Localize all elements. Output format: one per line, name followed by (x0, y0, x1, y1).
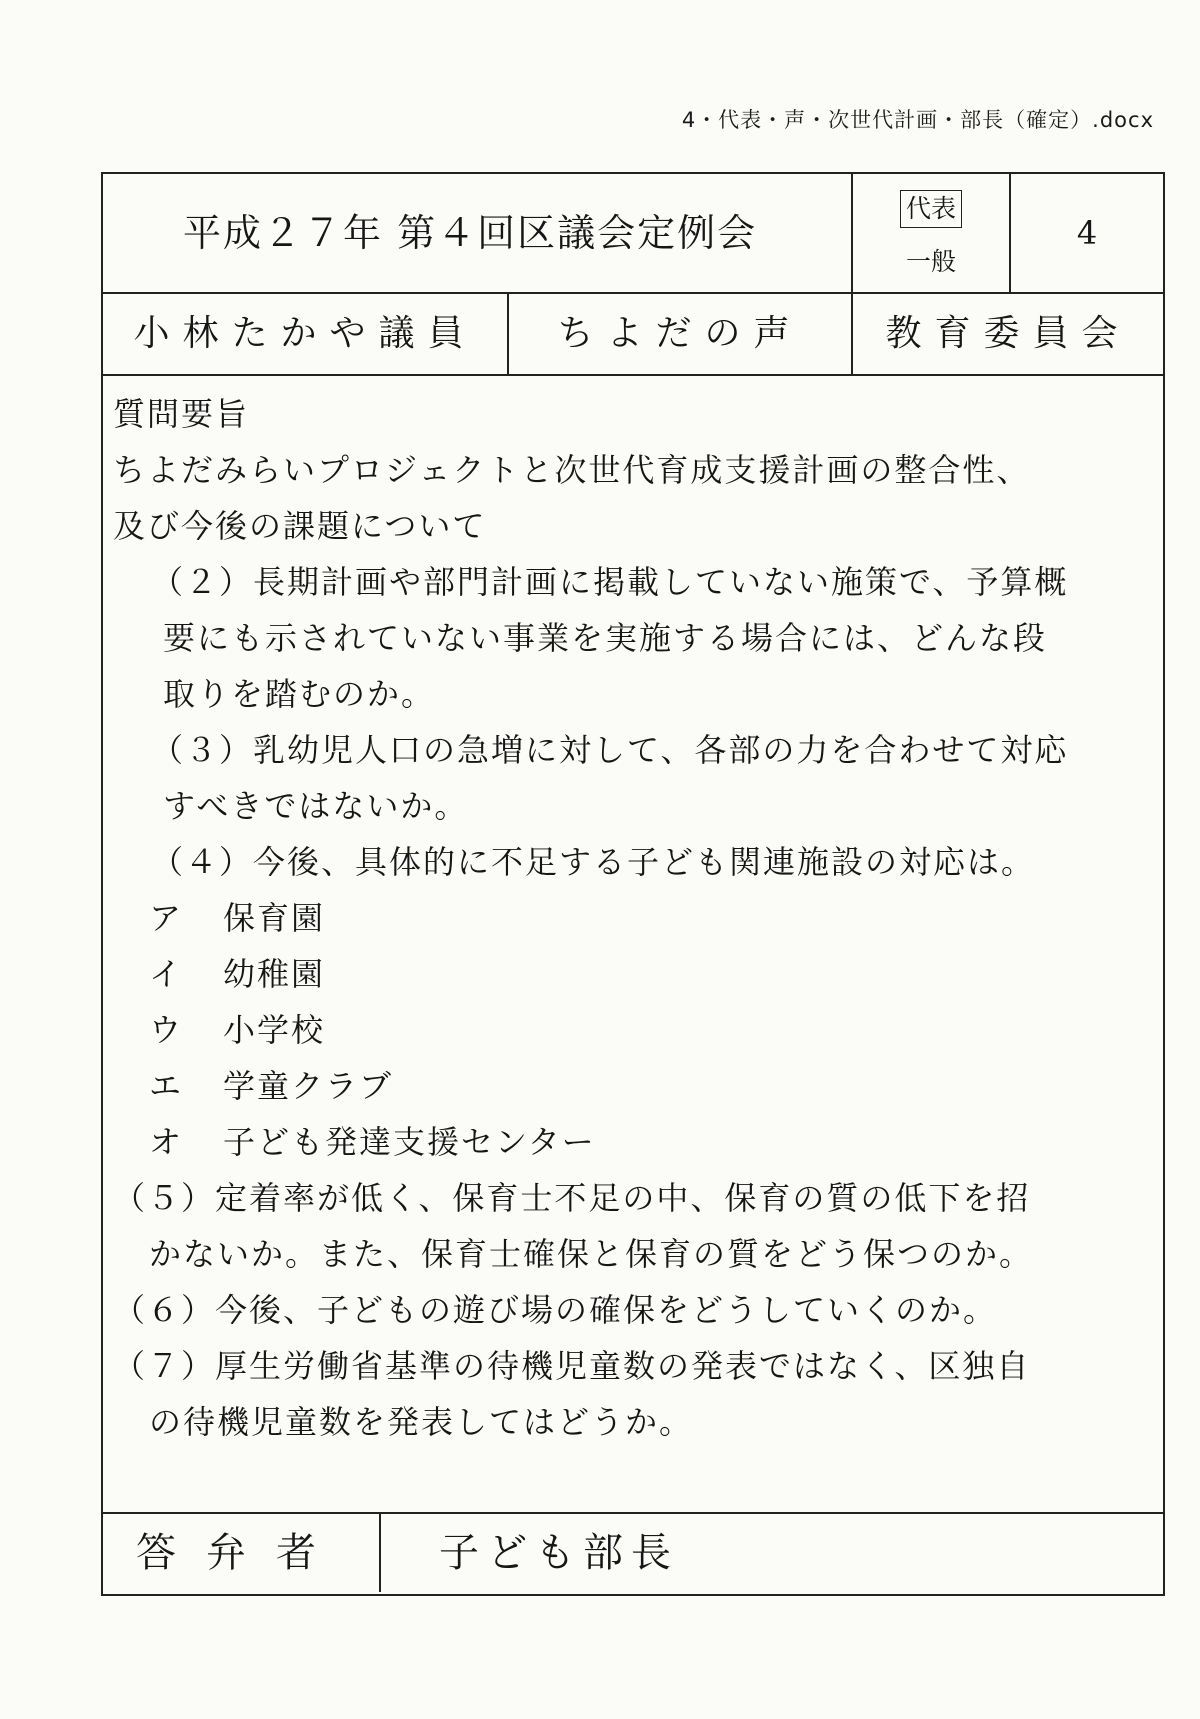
answerer-name: 子ども部長 (439, 1530, 679, 1576)
question-summary (103, 376, 1163, 1514)
question-number: 4 (1076, 214, 1098, 252)
item-mark: ア (149, 899, 184, 937)
answerer-label: 答弁者 (103, 1514, 381, 1592)
member-row (103, 294, 1163, 376)
item-text: 子ども発達支援センター (223, 1123, 596, 1161)
question-7: （７）厚生労働省基準の待機児童数の発表ではなく、区独自 (113, 1347, 1031, 1385)
document-filename: 4・代表・声・次世代計画・部長（確定）.docx (681, 108, 1154, 132)
question-2-cont: 取りを踏むのか。 (163, 675, 436, 713)
question-2-cont: 要にも示されていない事業を実施する場合には、どんな段 (163, 619, 1048, 657)
session-row (103, 174, 1163, 294)
topic-line: 及び今後の課題について (113, 507, 487, 545)
item-mark: イ (149, 955, 184, 993)
list-item (113, 1114, 1149, 1170)
list-item (113, 946, 1149, 1002)
question-4: （４）今後、具体的に不足する子ども関連施設の対応は。 (151, 843, 1036, 881)
party-name: ちよだの声 (509, 294, 853, 374)
question-5-cont: かないか。また、保育士確保と保育の質をどう保つのか。 (149, 1235, 1034, 1273)
item-text: 幼稚園 (223, 955, 326, 993)
topic-line: ちよだみらいプロジェクトと次世代育成支援計画の整合性、 (113, 451, 1031, 489)
list-item (113, 890, 1149, 946)
question-2: （２）長期計画や部門計画に掲載していない施策で、予算概 (151, 563, 1069, 601)
item-text: 学童クラブ (223, 1067, 394, 1105)
item-mark: ウ (149, 1011, 184, 1049)
item-text: 小学校 (223, 1011, 326, 1049)
type-badge: 代表 (900, 190, 962, 228)
list-item (113, 1058, 1149, 1114)
type-general: 一般 (905, 247, 956, 276)
item-mark: オ (149, 1123, 184, 1161)
list-item (113, 1002, 1149, 1058)
question-3: （３）乳幼児人口の急増に対して、各部の力を合わせて対応 (151, 731, 1069, 769)
item-text: 保育園 (223, 899, 326, 937)
question-7-cont: の待機児童数を発表してはどうか。 (149, 1403, 694, 1441)
question-6: （６）今後、子どもの遊び場の確保をどうしていくのか。 (113, 1291, 998, 1329)
answerer-row (103, 1514, 1163, 1594)
summary-heading: 質問要旨 (113, 395, 250, 433)
member-name: 小林たかや議員 (103, 294, 509, 374)
session-title: 平成２７年 第４回区議会定例会 (103, 174, 853, 292)
committee-name: 教育委員会 (885, 313, 1131, 354)
question-sheet (101, 172, 1165, 1596)
item-mark: エ (149, 1067, 184, 1105)
question-type-cell (853, 174, 1011, 292)
question-5: （５）定着率が低く、保育士不足の中、保育の質の低下を招 (113, 1179, 1031, 1217)
question-3-cont: すべきではないか。 (163, 787, 469, 825)
